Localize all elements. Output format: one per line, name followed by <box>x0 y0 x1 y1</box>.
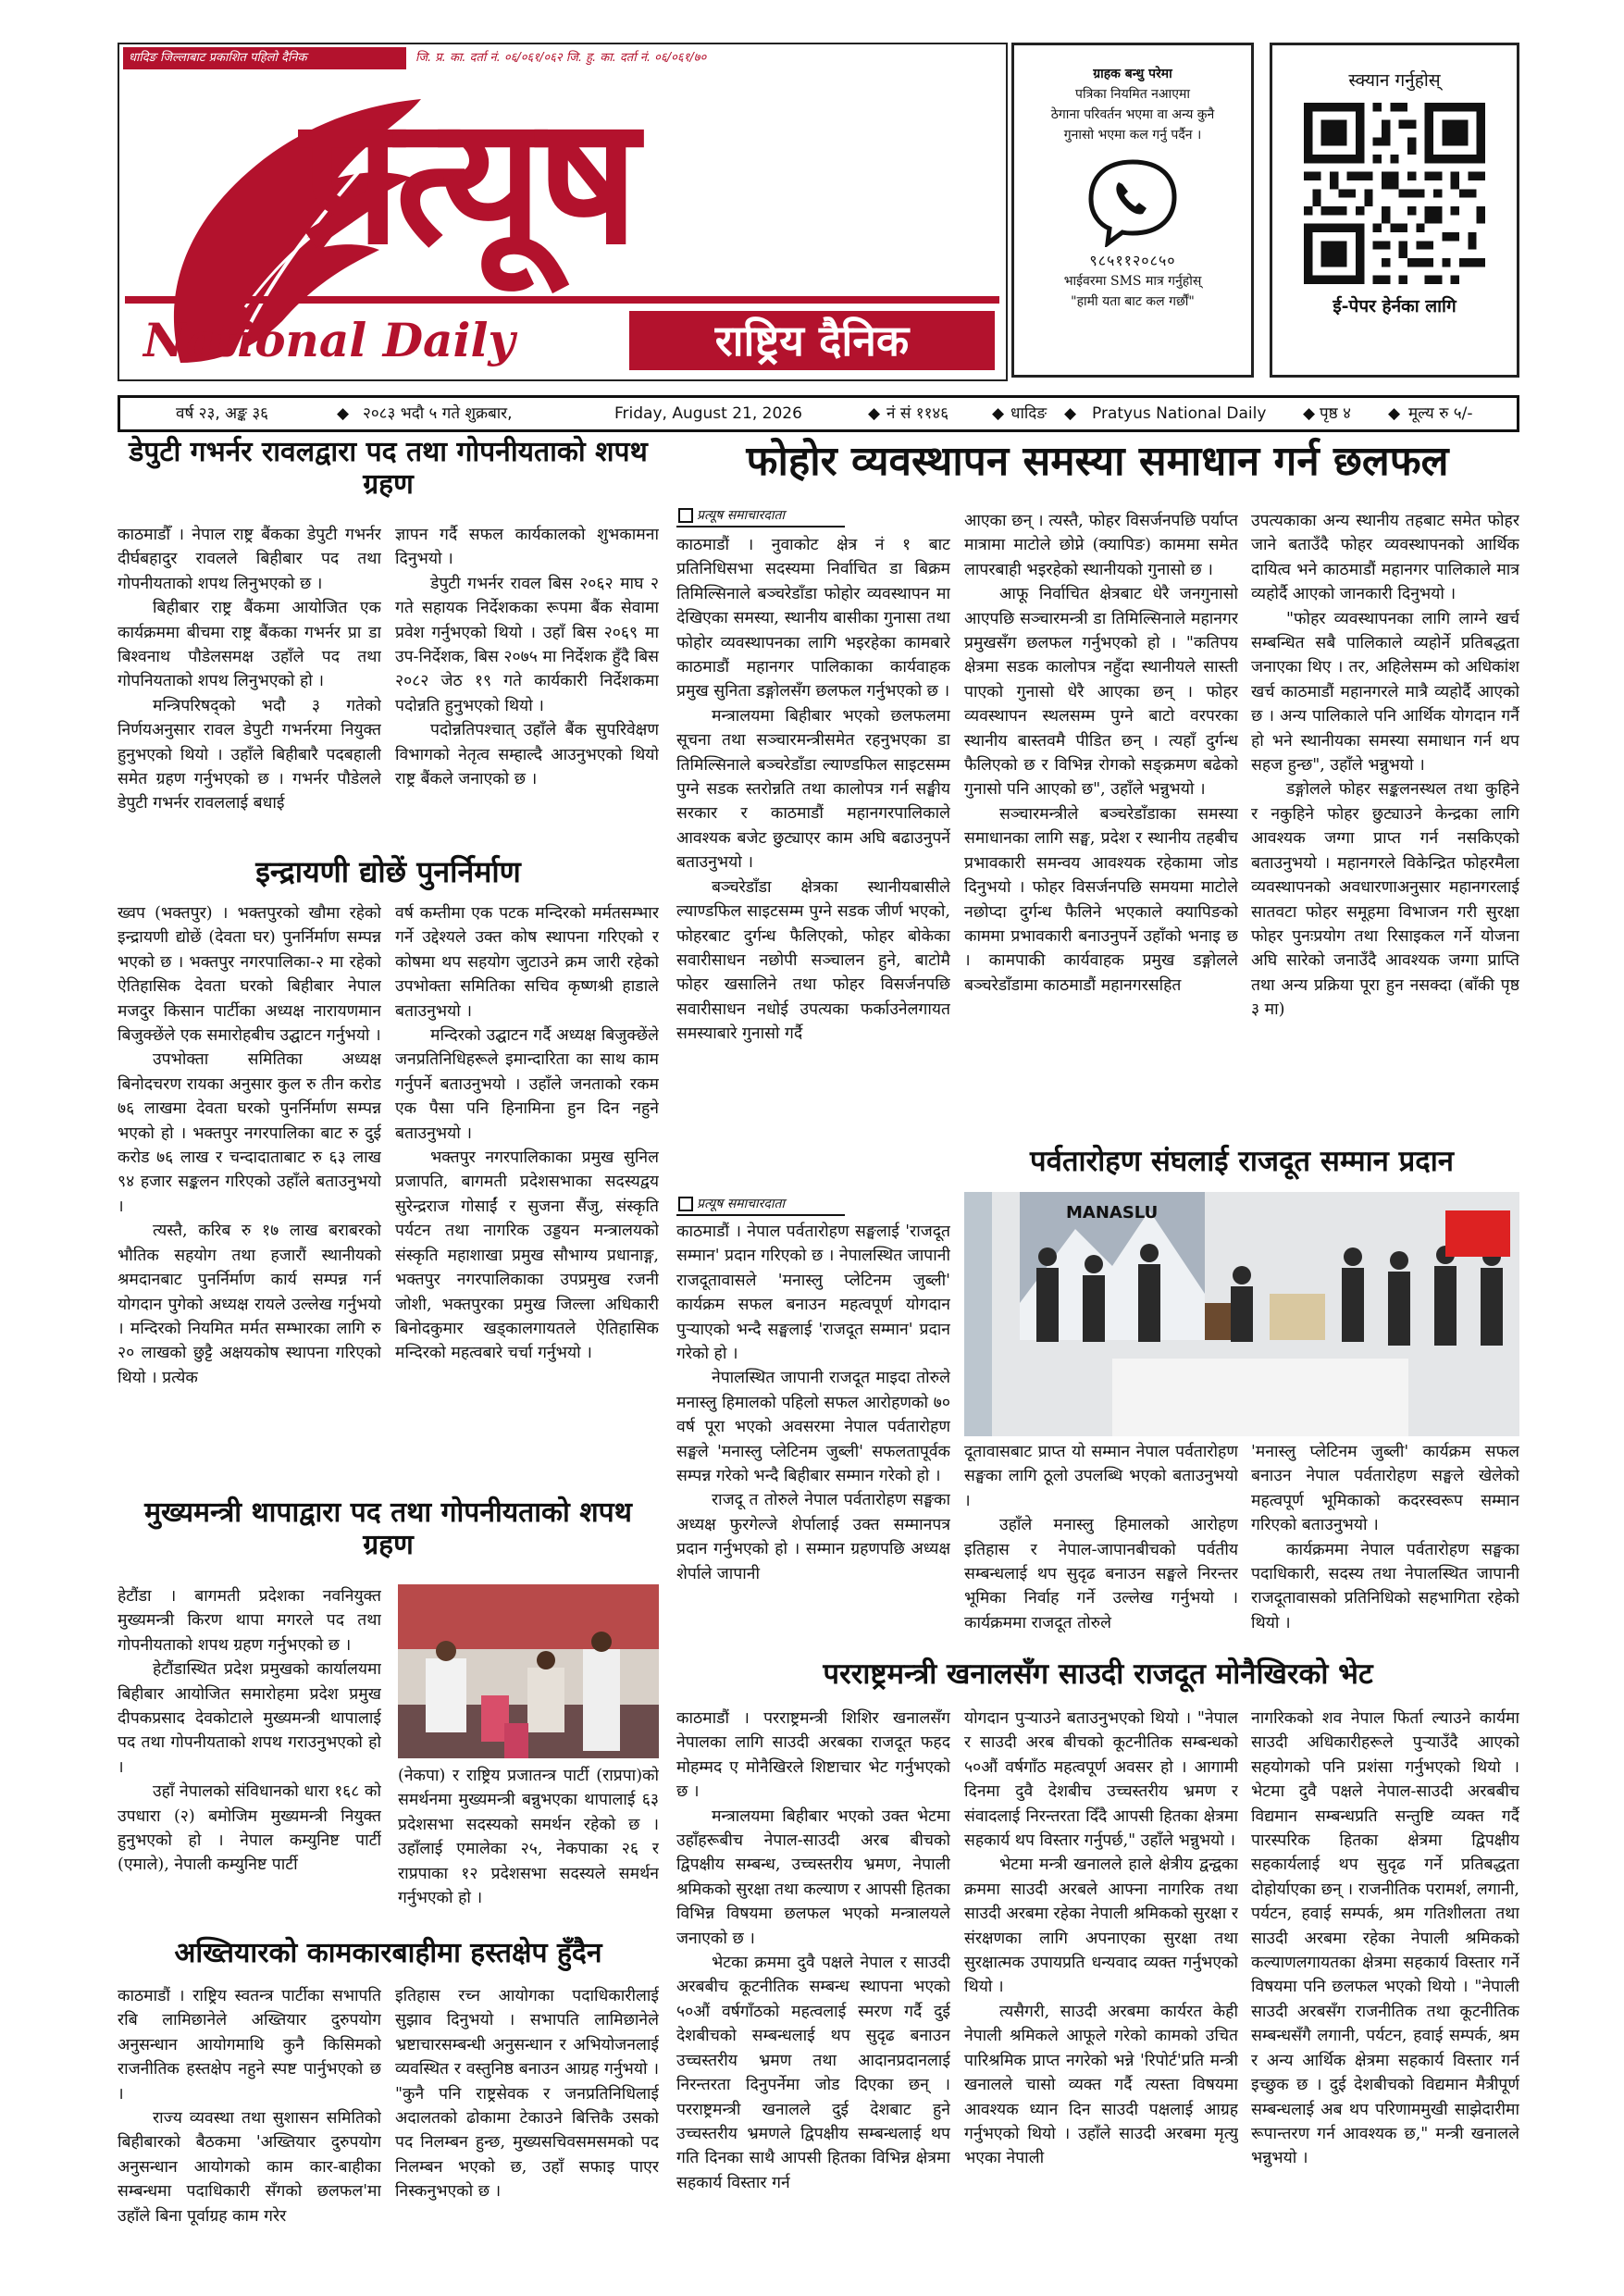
paragraph: डेपुटी गभर्नर रावल बिस २०६२ माघ २ गते सहायक निर्देशकका रूपमा बैंक सेवामा प्रवेश गर्नुभएको थियो । उहाँ बिस २०६९ मा उप-निर्देशक, बिस २०७५ मा निर्देशक हुँदै बिस २०८२ जेठ १९ गते कार्यकारी निर्देशकमा पदोन्नति हुनुभएको थियो । <box>395 574 659 715</box>
byline-tag: प्रत्यूष समाचारदाता <box>676 1194 845 1216</box>
qr-title: स्क्यान गर्नुहोस् <box>1348 70 1441 91</box>
paragraph: योगदान पुऱ्याउने बताउनुभएको थियो । "नेपाल र साउदी अरब बीचको कूटनीतिक सम्बन्धको ५०औं वर्षगाँठ महत्वपूर्ण अवसर हो । आगामी दिनमा दुवै देशबीच उच्चस्तरीय भ्रमण र संवादलाई निरन्तरता दिँदै आपसी हितका क्षेत्रमा सहकार्य थप विस्तार गर्नुपर्छ," उहाँले भन्नुभयो । <box>964 1709 1238 1851</box>
nepali-tagline: राष्ट्रिय दैनिक <box>629 311 995 370</box>
headline[interactable]: फोहोर व्यवस्थापन समस्या समाधान गर्न छलफल <box>746 438 1449 485</box>
paragraph: काठमाडौँ । नेपाल राष्ट्र बैंकका डेपुटी गभर्नर दीर्घबहादुर रावलले बिहीबार पद तथा गोपनीयताको शपथ लिनुभएको छ । <box>118 526 381 593</box>
dateline-sep-5: ◆ <box>1303 404 1316 423</box>
paragraph: ख्वप (भक्तपुर) । भक्तपुरको खौमा रहेको इन्द्रायणी द्योछें (देवता घर) पुनर्निर्माण सम्पन्न भएको छ । भक्तपुर नगरपालिका-२ मा रहेको ऐतिहासिक देवता घरको बिहीबार नेपाल मजदुर किसान पार्टीका अध्यक्ष नारायणमान बिजुक्छेंले एक समारोहबीच उद्घाटन गर्नुभयो । <box>118 904 381 1046</box>
paragraph: उहाँ नेपालको संविधानको धारा १६८ को उपधारा (२) बमोजिम मुख्यमन्त्री नियुक्त हुनुभएको हो । नेपाल कम्युनिष्ट पार्टी (एमाले), नेपाली कम्युनिष्ट पार्टी <box>118 1782 381 1875</box>
oath-photo <box>398 1584 659 1758</box>
paragraph: सञ्चारमन्त्रीले बञ्चरेडाँडाका समस्या समाधानका लागि सङ्घ, प्रदेश र स्थानीय तहबीच प्रभावकारी समन्वय आवश्यक रहेकामा जोड दिनुभयो । फोहर विसर्जनपछि समयमा माटोले नछोप्दा दुर्गन्ध फैलिने भएकाले क्यापिङको काममा प्रभावकारी बनाउनुपर्ने उहाँको भनाइ छ । कामपाकी कार्यवाहक प्रमुख डङ्गोलले बञ्चरेडाँडामा काठमाडौं महानगरसहित <box>964 804 1238 995</box>
paragraph: इतिहास रच्न आयोगका पदाधिकारीलाई सुझाव दिनुभयो । सभापति लामिछानेले भ्रष्टाचारसम्बन्धी अनुसन्धान र अभियोजनलाई व्यवस्थित र वस्तुनिष्ठ बनाउन आग्रह गर्नुभयो । "कुनै पनि राष्ट्रसेवक र जनप्रतिनिधिलाई अदालतको ढोकामा टेकाउने बित्तिकै उसको पद निलम्बन हुन्छ, मुख्यसचिवसमसमको पद निलम्बन भएको छ, उहाँ सफाइ पाएर निस्कनुभएको छ । <box>395 1987 659 2202</box>
paragraph: त्यसैगरी, साउदी अरबमा कार्यरत केही नेपाली श्रमिकले आफूले गरेको कामको उचित पारिश्रमिक प्राप्त नगरेको भन्ने 'रिपोर्ट'प्रति मन्त्री खनालले चासो व्यक्त गर्दै त्यस्ता विषयमा आवश्यक ध्यान दिन साउदी पक्षलाई आग्रह गर्नुभएको थियो । उहाँले साउदी अरबमा मृत्यु भएका नेपाली <box>964 2002 1238 2168</box>
headline[interactable]: इन्द्रायणी द्योछें पुनर्निर्माण <box>255 854 521 889</box>
paragraph: मन्त्रिपरिषद्को भदौ ३ गतेको निर्णयअनुसार रावल डेपुटी गभर्नरमा नियुक्त हुनुभएको थियो । उहाँले बिहीबारै पदबहाली समेत ग्रहण गर्नुभएको छ । गभर्नर पौडेलले डेपुटी गभर्नर रावललाई बधाई <box>118 696 381 813</box>
article-column <box>964 509 1238 1153</box>
byline-tag: प्रत्यूष समाचारदाता <box>676 505 845 527</box>
article-column <box>118 523 381 850</box>
paragraph: वर्ष कम्तीमा एक पटक मन्दिरको मर्मतसम्भार गर्ने उद्देश्यले उक्त कोष स्थापना गरिएको र कोषमा थप सहयोग जुटाउने क्रम जारी रहेको उपभोक्ता समितिका सचिव कृष्णश्री हाडाले बताउनुभयो । <box>395 904 659 1021</box>
headline[interactable]: मुख्यमन्त्री थापाद्वारा पद तथा गोपनीयताको शपथ ग्रहण <box>144 1496 632 1561</box>
paragraph: नागरिकको शव नेपाल फिर्ता ल्याउने कार्यमा साउदी अधिकारीहरूले पुऱ्याउँदै आएको सहयोगको पनि प्रशंसा गर्नुभएको थियो । भेटमा दुवै पक्षले नेपाल-साउदी अरबबीच विद्यमान सम्बन्धप्रति सन्तुष्टि व्यक्त गर्दै पारस्परिक हितका क्षेत्रमा द्विपक्षीय सहकार्यलाई थप सुदृढ गर्ने प्रतिबद्धता दोहोर्याएका छन् । राजनीतिक परामर्श, लगानी, पर्यटन, हवाई सम्पर्क, श्रम गतिशीलता तथा साउदी अरबमा रहेका नेपाली श्रमिकको कल्याणलगायतका क्षेत्रमा सहकार्य विस्तार गर्ने विषयमा पनि छलफल भएको थियो । "नेपाली साउदी अरबसँग राजनीतिक तथा कूटनीतिक सम्बन्धसँगै लगानी, पर्यटन, हवाई सम्पर्क, श्रम र अन्य आर्थिक क्षेत्रमा सहकार्य विस्तार गर्न इच्छुक छ । दुई देशबीचको विद्यमान मैत्रीपूर्ण सम्बन्धलाई अब थप परिणाममुखी साझेदारीमा रूपान्तरण गर्न आवश्यक छ," मन्त्री खनालले भन्नुभयो । <box>1251 1709 1519 2168</box>
paragraph: काठमाडौं । राष्ट्रिय स्वतन्त्र पार्टीका सभापति रबि लामिछानेले अख्तियार दुरुपयोग अनुसन्धान आयोगमाथि कुनै किसिमको राजनीतिक हस्तक्षेप नहुने स्पष्ट पार्नुभएको छ । <box>118 1987 381 2104</box>
headline[interactable]: पर्वतारोहण संघलाई राजदूत सम्मान प्रदान <box>1029 1145 1454 1178</box>
paragraph: दूतावासबाट प्राप्त यो सम्मान नेपाल पर्वतारोहण सङ्घका लागि ठूलो उपलब्धि भएको बताउनुभयो । <box>964 1443 1238 1510</box>
paragraph: काठमाडौं । नेपाल पर्वतारोहण सङ्घलाई 'राजदूत सम्मान' प्रदान गरिएको छ । नेपालस्थित जापानी राजदूतावासले 'मनास्लु प्लेटिनम जुब्ली' कार्यक्रम सफल बनाउन महत्वपूर्ण योगदान पुऱ्याएको भन्दै सङ्घलाई 'राजदूत सम्मान' प्रदान गरेको हो । <box>676 1222 950 1364</box>
paragraph: भेटमा मन्त्री खनालले हाले क्षेत्रीय द्वन्द्वका क्रममा साउदी अरबले आफ्ना नागरिक तथा साउदी अरबमा रहेका नेपाली श्रमिकको सुरक्षा र संरक्षणका लागि अपनाएका सुरक्षा तथा सुरक्षात्मक उपायप्रति धन्यवाद व्यक्त गर्नुभएको थियो । <box>964 1855 1238 1997</box>
paragraph: ज्ञापन गर्दै सफल कार्यकालको शुभकामना दिनुभयो । <box>395 526 659 569</box>
paragraph: भेटका क्रममा दुवै पक्षले नेपाल र साउदी अरबबीच कूटनीतिक सम्बन्ध स्थापना भएको ५०औं वर्षगाँठको महत्वलाई स्मरण गर्दै दुई देशबीचको सम्बन्धलाई थप सुदृढ बनाउन उच्चस्तरीय भ्रमण तथा आदानप्रदानलाई निरन्तरता दिनुपर्नेमा जोड दिएका छन् । परराष्ट्रमन्त्री खनालले दुई देशबाट हुने उच्चस्तरीय भ्रमणले द्विपक्षीय सम्बन्धलाई थप गति दिनका साथै आपसी हितका विभिन्न क्षेत्रमा सहकार्य विस्तार गर्न <box>676 1954 950 2192</box>
paragraph: उहाँले मनास्लु हिमालको आरोहण इतिहास र नेपाल-जापानबीचको पर्वतीय सम्बन्धलाई थप सुदृढ बनाउन सङ्घले निरन्तर भूमिका निर्वाह गर्ने उल्लेख गर्नुभयो । कार्यक्रममा राजदूत तोरुले <box>964 1516 1238 1632</box>
dateline-place: धादिङ <box>1010 404 1048 423</box>
article-column <box>1251 509 1519 1153</box>
paragraph: उपत्यकाका अन्य स्थानीय तहबाट समेत फोहर जाने बताउँदै फोहर व्यवस्थापनको आर्थिक दायित्व भने काठमाडौं महानगर पालिकाले मात्र व्यहोर्दै आएको जानकारी दिनुभयो । <box>1251 512 1519 604</box>
subscriber-box <box>1011 43 1254 378</box>
paragraph: हेटौंडा । बागमती प्रदेशका नवनियुक्त मुख्यमन्त्री किरण थापा मगरले पद तथा गोपनीयताको शपथ ग्रहण गर्नुभएको छ । <box>118 1587 381 1655</box>
paragraph: 'मनास्लु प्लेटिनम जुब्ली' कार्यक्रम सफल बनाउन नेपाल पर्वतारोहण सङ्घले खेलेको महत्वपूर्ण भूमिकाको कदरस्वरूप सम्मान गरिएको बताउनुभयो । <box>1251 1443 1519 1535</box>
paragraph: त्यस्तै, करिब रु १७ लाख बराबरको भौतिक सहयोग तथा हजारौं स्थानीयको श्रमदानबाट पुनर्निर्माण कार्य सम्पन्न गर्न योगदान पुगेको अध्यक्ष रायले उल्लेख गर्नुभयो । मन्दिरको नियमित मर्मत सम्भारका लागि रु २० लाखको छुट्टै अक्षयकोष स्थापना गरिएको थियो । प्रत्येक <box>118 1222 381 1387</box>
article-column <box>118 901 381 1494</box>
article-column <box>395 1984 659 2262</box>
viber-phone-icon <box>1082 155 1184 247</box>
paragraph: पदोन्नतिपश्चात् उहाँले बैंक सुपरिवेक्षण विभागको नेतृत्व सम्हाल्दै आउनुभएको थियो राष्ट्र बैंकले जनाएको छ । <box>395 721 659 789</box>
dateline-sep-2: ◆ <box>868 404 881 423</box>
dateline-sep-3: ◆ <box>992 404 1005 423</box>
paragraph: काठमाडौं । नुवाकोट क्षेत्र नं १ बाट प्रतिनिधिसभा सदस्यमा निर्वाचित डा बिक्रम तिमिल्सिनाले बञ्चरेडाँडा फोहोर व्यवस्थापन मा देखिएका समस्या, स्थानीय बासीका गुनासा तथा फोहोर व्यवस्थापनका लागि भइरहेका कामबारे काठमाडौं महानगर पालिकाका कार्यवाहक प्रमुख सुनिता डङ्गोलसँग छलफल गर्नुभएको छ । <box>676 536 950 701</box>
dateline-sep-1: ◆ <box>337 404 350 423</box>
dateline-date-en: Friday, August 21, 2026 <box>614 404 802 423</box>
headline[interactable]: अख्तियारको कामकारबाहीमा हस्तक्षेप हुँदैन <box>174 1937 602 1969</box>
article-column <box>676 1220 950 1701</box>
subscriber-line-1: ग्राहक बन्धु परेमा <box>1093 67 1172 81</box>
dateline-sep-4: ◆ <box>1064 404 1077 423</box>
paragraph: नेपालस्थित जापानी राजदूत माइदा तोरुले मनास्लु हिमालको पहिलो सफल आरोहणको ७० वर्ष पूरा भएको अवसरमा नेपाल पर्वतारोहण सङ्घले 'मनास्लु प्लेटिनम जुब्ली' सफलतापूर्वक सम्पन्न गरेको भन्दै बिहीबार सम्मान गरेको हो । <box>676 1369 950 1486</box>
paragraph: काठमाडौं । परराष्ट्रमन्त्री शिशिर खनालसँग नेपालका लागि साउदी अरबका राजदूत फहद मोहम्मद ए मोनैखिरले शिष्टाचार भेट गर्नुभएको छ । <box>676 1709 950 1802</box>
subscriber-phone[interactable]: ९८५११२०८५० <box>1089 252 1176 269</box>
article-column <box>1251 1706 1519 2262</box>
photo-banner-text: MANASLU <box>1066 1203 1159 1222</box>
article-column <box>964 1706 1238 2262</box>
dateline-volume: वर्ष २३, अङ्क ३६ <box>176 404 269 423</box>
paragraph: हेटौंडास्थित प्रदेश प्रमुखको कार्यालयमा बिहीबार आयोजित समारोहमा प्रदेश प्रमुख दीपकप्रसाद देवकोटाले मुख्यमन्त्री थापालाई पद तथा गोपनीयताको शपथ गराउनुभएको हो । <box>118 1660 381 1777</box>
logo <box>125 79 999 374</box>
paragraph: (नेकपा) र राष्ट्रिय प्रजातन्त्र पार्टी (राप्रपा)को समर्थनमा मुख्यमन्त्री बन्नुभएका थापालाई ६३ प्रदेशसभा सदस्यको समर्थन रहेको छ । उहाँलाई एमालेका २५, नेकपाका २६ र राप्रपाका १२ प्रदेशसभा सदस्यले समर्थन गर्नुभएको हो । <box>398 1767 659 1908</box>
dateline-bar <box>118 395 1519 432</box>
article-column <box>118 1984 381 2262</box>
dateline-price: मूल्य रु ५/- <box>1408 404 1473 423</box>
title-underbar <box>125 296 999 304</box>
paragraph: बञ्चरेडाँडा क्षेत्रका स्थानीयबासीले ल्याण्डफिल साइटसम्म पुग्ने सडक जीर्ण भएको, फोहरबाट दुर्गन्ध फैलिएको, फोहर बोकेका सवारीसाधन नछोपी सञ्चालन हुने, बाटोमै फोहर खसालिने तथा फोहर विसर्जनपछि सवारीसाधन नधोई उपत्यका फर्काउनेलगायत समस्याबारे गुनासो गर्दै <box>676 877 950 1044</box>
paragraph: "फोहर व्यवस्थापनका लागि लाग्ने खर्च सम्बन्धित सबै पालिकाले व्यहोर्ने प्रतिबद्धता जनाएका थिए । तर, अहिलेसम्म को अधिकांश खर्च काठमाडौं महानगरले मात्रै व्यहोर्दै आएको छ । अन्य पालिकाले पनि आर्थिक योगदान गर्नै हो भने स्थानीयका समस्या समाधान गर्न थप सहज हुन्छ", उहाँले भन्नुभयो । <box>1251 609 1519 776</box>
masthead-title: प्रत्यूष <box>301 79 634 283</box>
dateline-page: पृष्ठ ४ <box>1320 404 1351 423</box>
paragraph: डङ्गोलले फोहर सङ्कलनस्थल तथा कुहिने र नकुहिने फोहर छुट्याउने केन्द्रका लागि आवश्यक जग्गा प्राप्त गर्न नसकिएको बताउनुभयो । महानगरले विकेन्द्रित फोहरमैला व्यवस्थापनको अवधारणाअनुसार महानगरलाई सातवटा फोहर समूहमा विभाजन गरी सुरक्षा फोहर पुनःप्रयोग तथा रिसाइकल गर्ने योजना अघि सारेको जनाउँदै आवश्यक जग्गा प्राप्ति तथा अन्य प्रक्रिया पूरा हुन नसक्दा (बाँकी पृष्ठ ३ मा) <box>1251 780 1519 1020</box>
english-name: National Daily <box>143 313 515 367</box>
qr-caption: ई-पेपर हेर्नका लागि <box>1333 296 1457 316</box>
article-column <box>398 1764 659 1934</box>
dateline-date-np: २०८३ भदौ ५ गते शुक्रबार, <box>363 404 513 423</box>
article-column <box>676 533 950 1153</box>
article-column <box>395 901 659 1494</box>
dateline-issue: नं सं ११४६ <box>886 404 949 423</box>
subscriber-line-2: पत्रिका नियमित नआएमा <box>1075 87 1190 102</box>
paragraph: राज्य व्यवस्था तथा सुशासन समितिको बिहीबारको बैठकमा 'अख्तियार दुरुपयोग अनुसन्धान आयोगको काम कार-बाहीका सम्बन्धमा पदाधिकारी सँगको छलफल'मा उहाँले बिना पूर्वाग्रह काम गरेर <box>118 2109 381 2226</box>
dateline-paper: Pratyus National Daily <box>1092 404 1267 423</box>
top-left-note: धादिङ जिल्लाबाट प्रकाशित पहिलो दैनिक <box>123 47 406 69</box>
subscriber-quote: "हामी यता बाट कल गर्छौं" <box>1071 294 1195 309</box>
subscriber-line-3: ठेगाना परिवर्तन भएमा वा अन्य कुनै <box>1050 107 1215 122</box>
paragraph: आएका छन् । त्यस्तै, फोहर विसर्जनपछि पर्याप्त मात्रामा माटोले छोप्ने (क्यापिङ) काममा समेत लापरबाही भइरहेको स्थानीयको गुनासो छ । <box>964 512 1238 579</box>
paragraph: भक्तपुर नगरपालिकाका प्रमुख सुनिल प्रजापति, बागमती प्रदेशसभाका सदस्यद्वय सुरेन्द्रराज गोसाईं र सुजना सैंजु, संस्कृति पर्यटन तथा नागरिक उड्डयन मन्त्रालयको संस्कृति महाशाखा प्रमुख सौभाग्य प्रधानाङ्ग, भक्तपुर नगरपालिकाका उपप्रमुख रजनी जोशी, भक्तपुरका प्रमुख जिल्ला अधिकारी बिनोदकुमार खड्कालगायतले ऐतिहासिक मन्दिरको महत्वबारे चर्चा गर्नुभयो । <box>395 1148 659 1363</box>
paragraph: मन्त्रालयमा बिहीबार भएको उक्त भेटमा उहाँहरूबीच नेपाल-साउदी अरब बीचको द्विपक्षीय सम्बन्ध, उच्चस्तरीय भ्रमण, नेपाली श्रमिकको सुरक्षा तथा कल्याण र आपसी हितका विभिन्न विषयमा छलफल भएको मन्त्रालयले जनाएको छ । <box>676 1806 950 1948</box>
top-note-bar <box>118 43 1004 74</box>
dateline-sep-6: ◆ <box>1388 404 1401 423</box>
registration-note: जि. प्र. का. दर्ता नं. ०६/०६१/०६२ जि. हु. का. दर्ता नं. ०६/०६१/७० <box>415 51 707 65</box>
qr-box <box>1270 43 1519 378</box>
headline[interactable]: डेपुटी गभर्नर रावलद्वारा पद तथा गोपनीयताको शपथ ग्रहण <box>129 436 648 501</box>
article-column <box>395 523 659 850</box>
paragraph: मन्त्रालयमा बिहीबार भएको छलफलमा सूचना तथा सञ्चारमन्त्रीसमेत रहनुभएका डा तिमिल्सिनाले बञ्चरेडाँडा ल्याण्डफिल साइटसम्म पुग्ने सडक स्तरोन्नति तथा कालोपत्र गर्न सङ्घीय सरकार र काठमाडौं महानगरपालिकाले आवश्यक बजेट छुट्याएर काम अघि बढाउनुपर्ने बताउनुभयो । <box>676 706 950 873</box>
award-photo <box>964 1192 1519 1436</box>
paragraph: आफू निर्वाचित क्षेत्रबाट धेरै जनगुनासो आएपछि सञ्चारमन्त्री डा तिमिल्सिनाले महानगर प्रमुखसँग छलफल गर्नुभएको हो । "कतिपय क्षेत्रमा सडक कालोपत्र नहुँदा स्थानीयले सास्ती पाएको गुनासो धेरै आएका छन् । फोहर व्यवस्थापन स्थलसम्म पुग्ने बाटो वरपरका स्थानीय बास्तवमै पीडित छन् । त्यहाँ दुर्गन्ध फैलिएको छ र विभिन्न रोगको सङ्क्रमण बढेको गुनासो पनि आएको छ", उहाँले भन्नुभयो । <box>964 585 1238 800</box>
paragraph: मन्दिरको उद्घाटन गर्दै अध्यक्ष बिजुक्छेंले जनप्रतिनिधिहरूले इमान्दारिता का साथ काम गर्नुपर्ने बताउनुभयो । उहाँले जनताको रकम एक पैसा पनि हिनामिना हुन दिन नहुने बताउनुभयो । <box>395 1026 659 1143</box>
subscriber-sms-note: भाईवरमा SMS मात्र गर्नुहोस् <box>1063 274 1202 289</box>
paragraph: बिहीबार राष्ट्र बैंकमा आयोजित एक कार्यक्रममा बीचमा राष्ट्र बैंकका गभर्नर प्रा डा बिश्वनाथ पौडेलसमक्ष उहाँले पद तथा गोपनियताको शपथ लिनुभएको हो । <box>118 599 381 691</box>
paragraph: राजदू त तोरुले नेपाल पर्वतारोहण सङ्घका अध्यक्ष फुरगेल्जे शेर्पालाई उक्त सम्मानपत्र प्रदान गर्नुभएको हो । सम्मान ग्रहणपछि अध्यक्ष शेर्पाले जापानी <box>676 1491 950 1583</box>
headline[interactable]: परराष्ट्रमन्त्री खनालसँग साउदी राजदूत मोनैखिरको भेट <box>823 1657 1373 1691</box>
article-column <box>676 1706 950 2262</box>
subscriber-line-4: गुनासो भएमा कल गर्नु पर्दैन । <box>1063 128 1202 143</box>
qr-code-icon[interactable] <box>1304 103 1485 284</box>
article-column <box>118 1584 381 1934</box>
paragraph: उपभोक्ता समितिका अध्यक्ष बिनोदचरण रायका अनुसार कुल रु तीन करोड ७६ लाखमा देवता घरको पुनर्निर्माण सम्पन्न भएको हो । भक्तपुर नगरपालिका बाट रु दुई करोड ७६ लाख र चन्दादाताबाट रु ६३ लाख ९४ हजार सङ्कलन गरिएको उहाँले बताउनुभयो । <box>118 1050 381 1216</box>
paragraph: कार्यक्रममा नेपाल पर्वतारोहण सङ्घका पदाधिकारी, सदस्य तथा नेपालस्थित जापानी राजदूतावासको प्रतिनिधिको सहभागिता रहेको थियो । <box>1251 1540 1519 1632</box>
